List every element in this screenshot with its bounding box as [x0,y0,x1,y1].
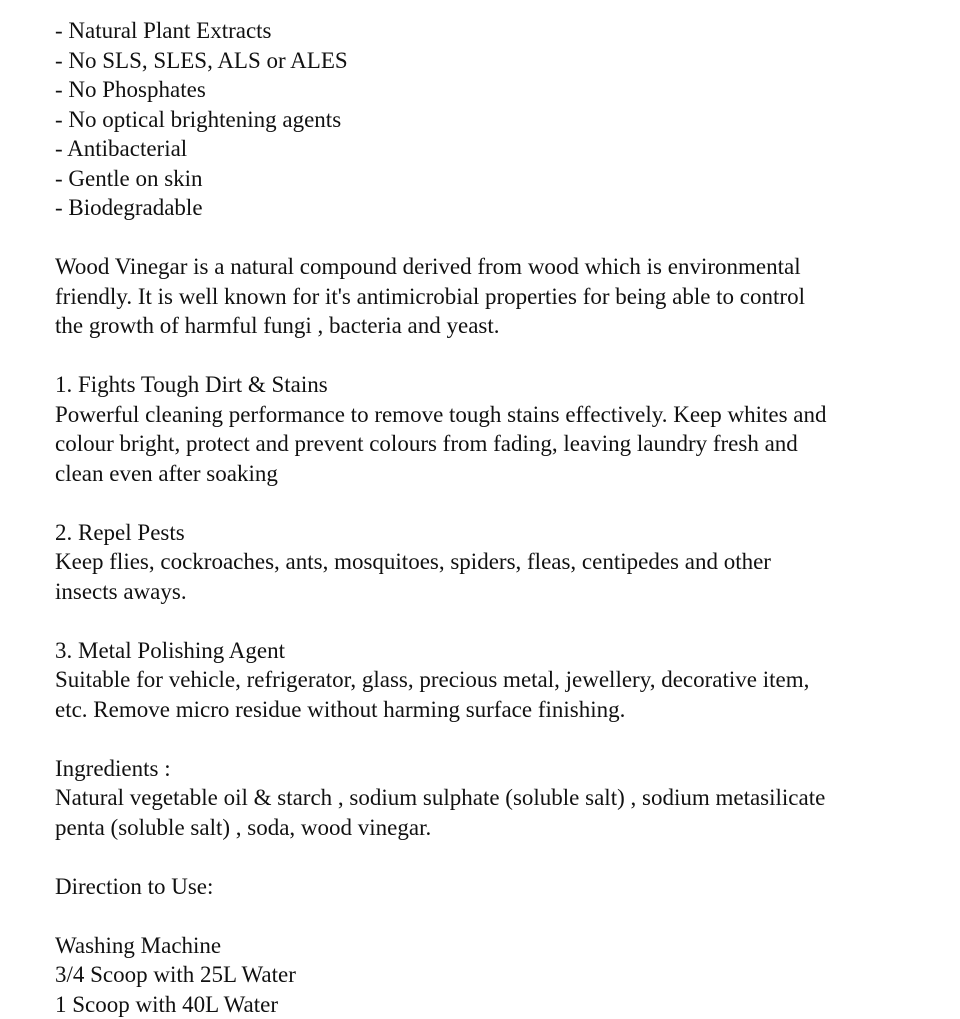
intro-line: the growth of harmful fungi , bacteria and yeast. [55,311,960,341]
feature-item: - No SLS, SLES, ALS or ALES [55,46,960,76]
direction-section [55,872,960,1019]
paragraph-spacer [55,842,960,872]
section-heading: 3. Metal Polishing Agent [55,636,960,666]
section-line: colour bright, protect and prevent colours from fading, leaving laundry fresh and [55,429,960,459]
ingredients-line: penta (soluble salt) , soda, wood vinegar. [55,813,960,843]
section-line: Powerful cleaning performance to remove tough stains effectively. Keep whites and [55,400,960,430]
feature-item: - Gentle on skin [55,164,960,194]
feature-item: - Natural Plant Extracts [55,16,960,46]
feature-item: - Antibacterial [55,134,960,164]
section-line: clean even after soaking [55,459,960,489]
ingredients-line: Natural vegetable oil & starch , sodium sulphate (soluble salt) , sodium metasilicate [55,783,960,813]
paragraph-spacer [55,901,960,931]
section-line: Suitable for vehicle, refrigerator, glass, precious metal, jewellery, decorative item, [55,665,960,695]
feature-item: - No Phosphates [55,75,960,105]
paragraph-spacer [55,606,960,636]
feature-item: - Biodegradable [55,193,960,223]
direction-line: 3/4 Scoop with 25L Water [55,960,960,990]
feature-item: - No optical brightening agents [55,105,960,135]
feature-list [55,16,960,223]
section-metal-polishing [55,636,960,725]
section-fights-dirt [55,370,960,488]
section-heading: 1. Fights Tough Dirt & Stains [55,370,960,400]
ingredients-heading: Ingredients : [55,754,960,784]
paragraph-spacer [55,724,960,754]
section-heading: 2. Repel Pests [55,518,960,548]
section-line: insects aways. [55,577,960,607]
ingredients-section [55,754,960,843]
section-line: etc. Remove micro residue without harming surface finishing. [55,695,960,725]
direction-subheading: Washing Machine [55,931,960,961]
paragraph-spacer [55,341,960,371]
section-line: Keep flies, cockroaches, ants, mosquitoes, spiders, fleas, centipedes and other [55,547,960,577]
section-repel-pests [55,518,960,607]
direction-heading: Direction to Use: [55,872,960,902]
intro-line: friendly. It is well known for it's antimicrobial properties for being able to control [55,282,960,312]
intro-paragraph [55,252,960,341]
paragraph-spacer [55,488,960,518]
intro-line: Wood Vinegar is a natural compound derived from wood which is environmental [55,252,960,282]
paragraph-spacer [55,223,960,253]
direction-line: 1 Scoop with 40L Water [55,990,960,1019]
